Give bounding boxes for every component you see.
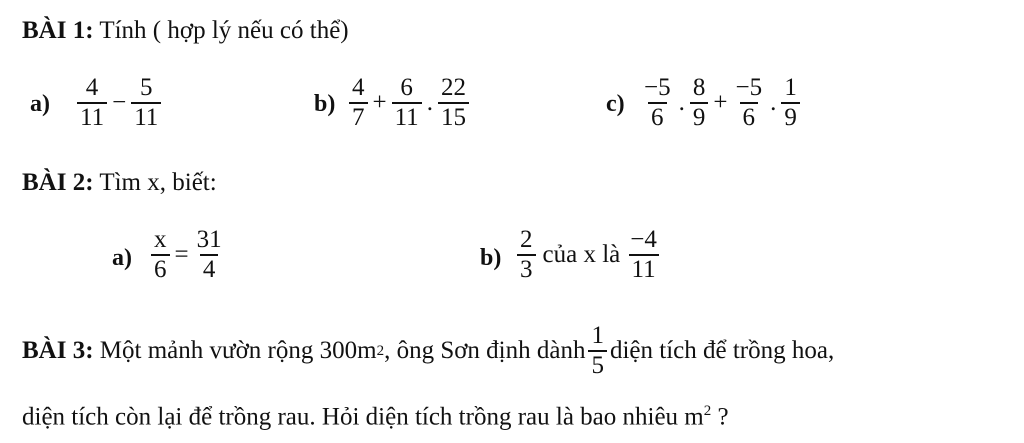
bai1-a-expression [74, 74, 164, 132]
numerator: 4 [352, 74, 365, 101]
denominator: 15 [438, 102, 469, 132]
fraction [77, 74, 107, 132]
bai1-heading [22, 16, 349, 46]
operator: + [372, 89, 387, 116]
operator: − [112, 89, 127, 116]
fraction [627, 226, 660, 284]
fraction [781, 74, 800, 132]
denominator: 3 [517, 254, 536, 284]
bai1-b-expression [346, 74, 472, 132]
denominator: 9 [781, 102, 800, 132]
operator: . [770, 89, 777, 116]
numerator: 1 [784, 74, 797, 101]
bai1-a-label: a) [30, 91, 50, 117]
numerator: x [154, 226, 167, 253]
bai3-text2: , ông Sơn định dành [384, 337, 586, 364]
fraction [732, 74, 765, 132]
denominator: 11 [77, 102, 107, 132]
numerator: 1 [591, 322, 604, 349]
numerator: 5 [139, 74, 153, 101]
bai1-b-label: b) [314, 91, 336, 117]
bai3-text1: Một mảnh vườn rộng 300m [93, 337, 377, 364]
denominator: 6 [151, 254, 170, 284]
numerator: 6 [400, 74, 413, 101]
bai1-c-expression [638, 74, 803, 132]
bai3-line2 [22, 396, 729, 432]
fraction [151, 226, 170, 284]
superscript: 2 [376, 342, 385, 359]
bai3-line2-text: diện tích còn lại để trồng rau. Hỏi diện tích trồng rau là bao nhiêu m [22, 403, 704, 431]
denominator: 11 [131, 102, 161, 132]
bai3-label: BÀI 3: [22, 337, 94, 364]
denominator: 6 [648, 102, 667, 132]
superscript: 2 [703, 403, 712, 419]
numerator: −5 [735, 74, 763, 101]
bai3-line2-end: ? [711, 403, 729, 431]
bai2-text: Tìm x, biết: [93, 169, 217, 196]
bai2-b-label: b) [480, 245, 502, 271]
bai2-a-label: a) [112, 245, 132, 271]
bai1-c-label: c) [606, 91, 625, 117]
bai1-label: BÀI 1: [22, 17, 94, 44]
operator: . [678, 89, 685, 116]
fraction [690, 74, 709, 132]
operator: . [426, 89, 433, 116]
numerator: 31 [196, 226, 222, 253]
bai1-text: Tính ( hợp lý nếu có thể) [93, 17, 349, 44]
fraction [349, 74, 368, 132]
denominator: 9 [690, 102, 709, 132]
numerator: 2 [520, 226, 533, 253]
fraction [392, 74, 422, 132]
bai3-line1 [22, 322, 834, 380]
fraction [517, 226, 536, 284]
denominator: 11 [629, 254, 659, 284]
numerator: 22 [440, 74, 466, 101]
bai2-a-expression [148, 226, 228, 284]
fraction [438, 74, 469, 132]
numerator: 8 [692, 74, 706, 101]
denominator: 5 [588, 350, 607, 380]
denominator: 7 [349, 102, 368, 132]
numerator: 4 [85, 74, 99, 101]
bai2-heading [22, 168, 217, 198]
fraction [641, 74, 674, 132]
fraction [194, 226, 225, 284]
bai3-text3: diện tích để trồng hoa, [609, 337, 835, 364]
numerator: −4 [630, 226, 657, 253]
denominator: 6 [740, 102, 759, 132]
bai2-b-expression [514, 226, 663, 284]
operator: = [174, 241, 189, 268]
denominator: 4 [200, 254, 219, 284]
denominator: 11 [392, 102, 422, 132]
operator: + [713, 89, 728, 116]
numerator: −5 [644, 74, 671, 101]
text: của x là [542, 241, 621, 268]
bai2-label: BÀI 2: [22, 169, 94, 196]
fraction [131, 74, 161, 132]
fraction [588, 322, 607, 380]
